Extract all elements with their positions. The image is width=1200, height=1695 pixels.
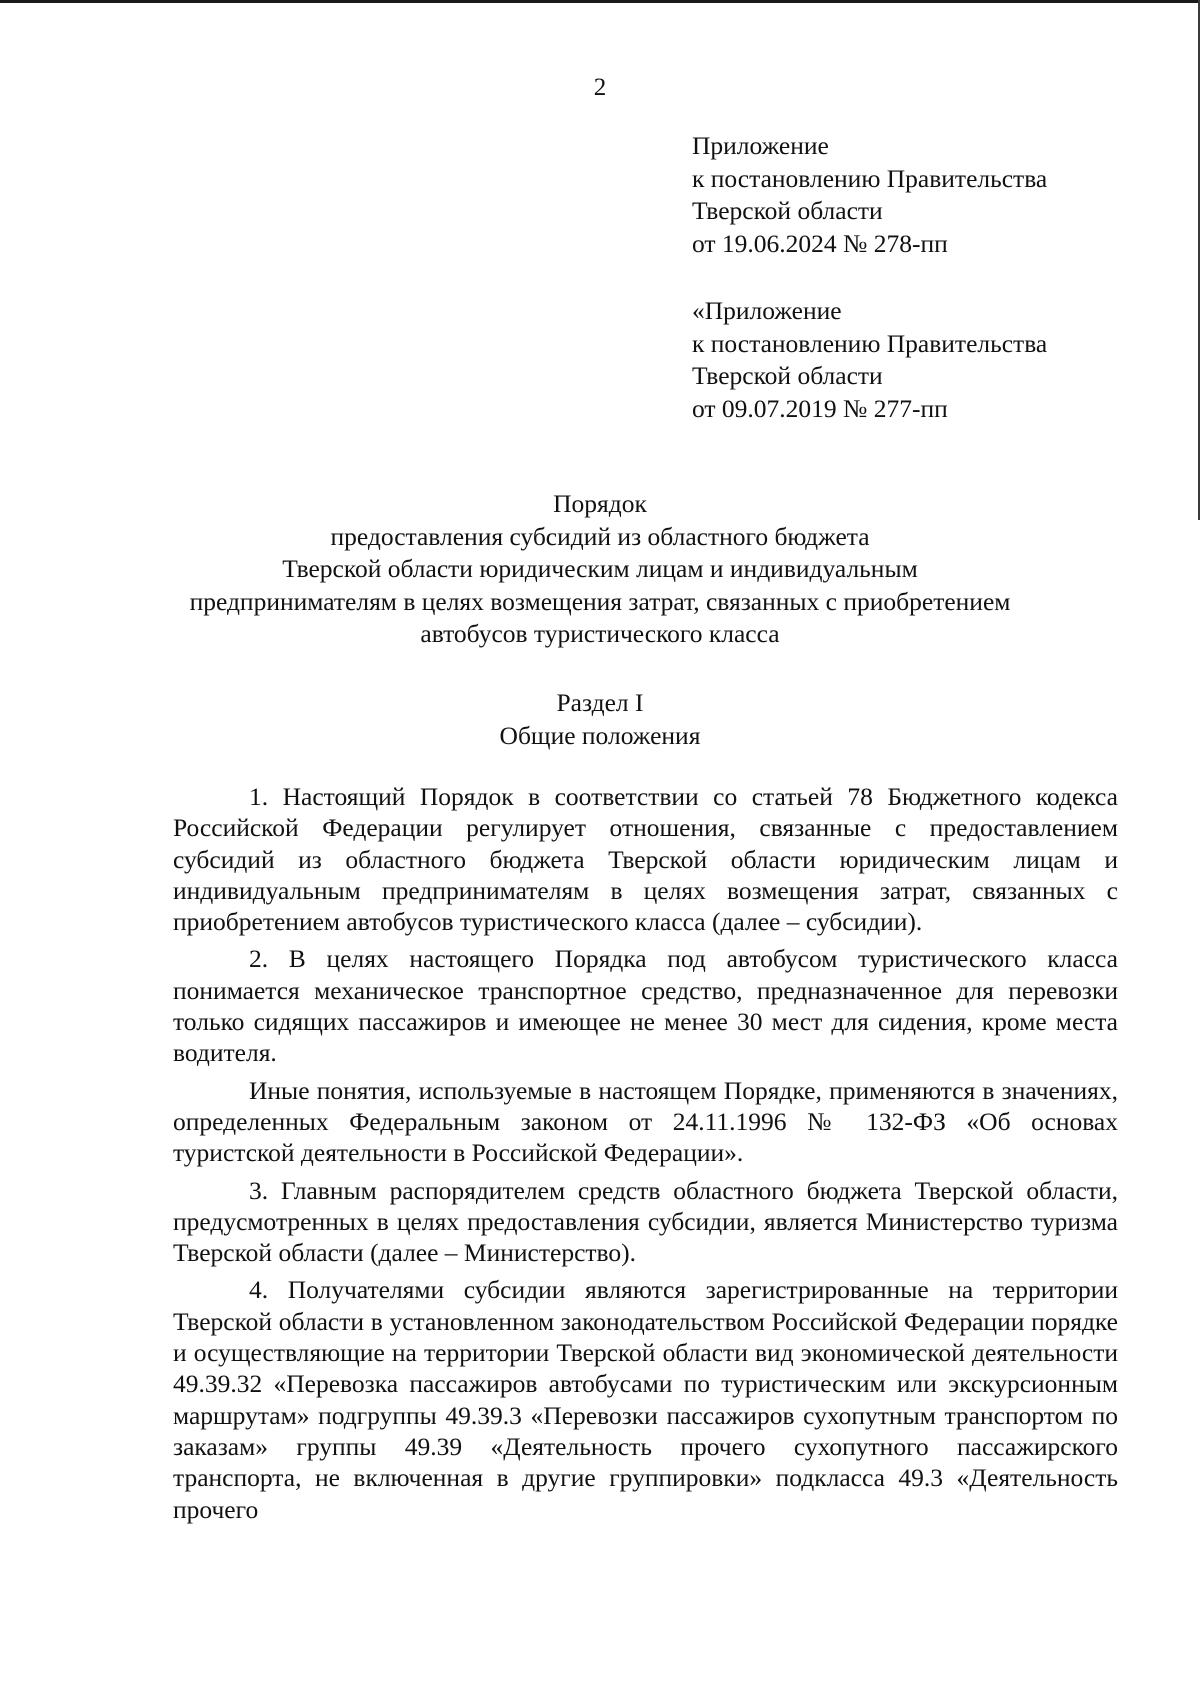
paragraph: 2. В целях настоящего Порядка под автобусом туристического класса понимается механическое транспортное средство, предназначенное для перевозки только сидящих пассажиров и имеющее не менее 30 мест для сидения, кроме места водителя. [173, 944, 1118, 1068]
section-heading [150, 687, 1050, 752]
document-title-line: автобусов туристического класса [420, 619, 780, 648]
document-title-line: предпринимателям в целях возмещения затрат, связанных с приобретением [189, 586, 1011, 616]
appendix-current-line: к постановлению Правительства [692, 163, 1048, 193]
appendix-current-line: Тверской области [692, 196, 883, 225]
appendix-original-line: от 09.07.2019 № 277-пп [692, 393, 948, 423]
section-number: Раздел I [556, 688, 644, 717]
section-name: Общие положения [499, 720, 701, 750]
body-text [173, 781, 1118, 1525]
appendix-current-line: Приложение [692, 131, 829, 160]
appendix-current-block [692, 130, 1047, 260]
page-number: 2 [593, 74, 607, 101]
document-title [150, 488, 1050, 651]
document-title-line: Тверской области юридическим лицам и индивидуальным [282, 554, 918, 583]
appendix-original-block [692, 295, 1047, 425]
paragraph: 1. Настоящий Порядок в соответствии со статьей 78 Бюджетного кодекса Российской Федерации регулирует отношения, связанные с предоставлением субсидий из областного бюджета Тверской области юридическим лицам и индивидуальным предпринимателям в целях возмещения затрат, связанных с приобретением автобусов туристического класса (далее – субсидии). [173, 782, 1118, 937]
paragraph: Иные понятия, используемые в настоящем Порядке, применяются в значениях, определенных Федеральным законом от 24.11.1996 № 132-ФЗ «Об основах туристской деятельности в Российской Федерации». [173, 1075, 1118, 1168]
appendix-current-line: от 19.06.2024 № 278-пп [692, 228, 948, 258]
paragraph: 4. Получателями субсидии являются зарегистрированные на территории Тверской области в установленном законодательством Российской Федерации порядке и осуществляющие на территории Тверской области вид экономической деятельности 49.39.32 «Перевозка пассажиров автобусами по туристическим или экскурсионным маршрутам» подгруппы 49.39.3 «Перевозки пассажиров сухопутным транспортом по заказам» группы 49.39 «Деятельность прочего сухопутного пассажирского транспорта, не включенная в другие группировки» подкласса 49.3 «Деятельность прочего [173, 1275, 1118, 1524]
paragraph: 3. Главным распорядителем средств областного бюджета Тверской области, предусмотренных в целях предоставления субсидии, является Министерство туризма Тверской области (далее – Министерство). [173, 1175, 1118, 1268]
appendix-original-line: «Приложение [692, 296, 842, 325]
appendix-original-line: Тверской области [692, 361, 883, 390]
scan-top-edge [0, 0, 1200, 3]
document-title-heading: Порядок [553, 489, 647, 518]
document-title-line: предоставления субсидий из областного бюджета [330, 521, 870, 551]
appendix-original-line: к постановлению Правительства [692, 328, 1048, 358]
